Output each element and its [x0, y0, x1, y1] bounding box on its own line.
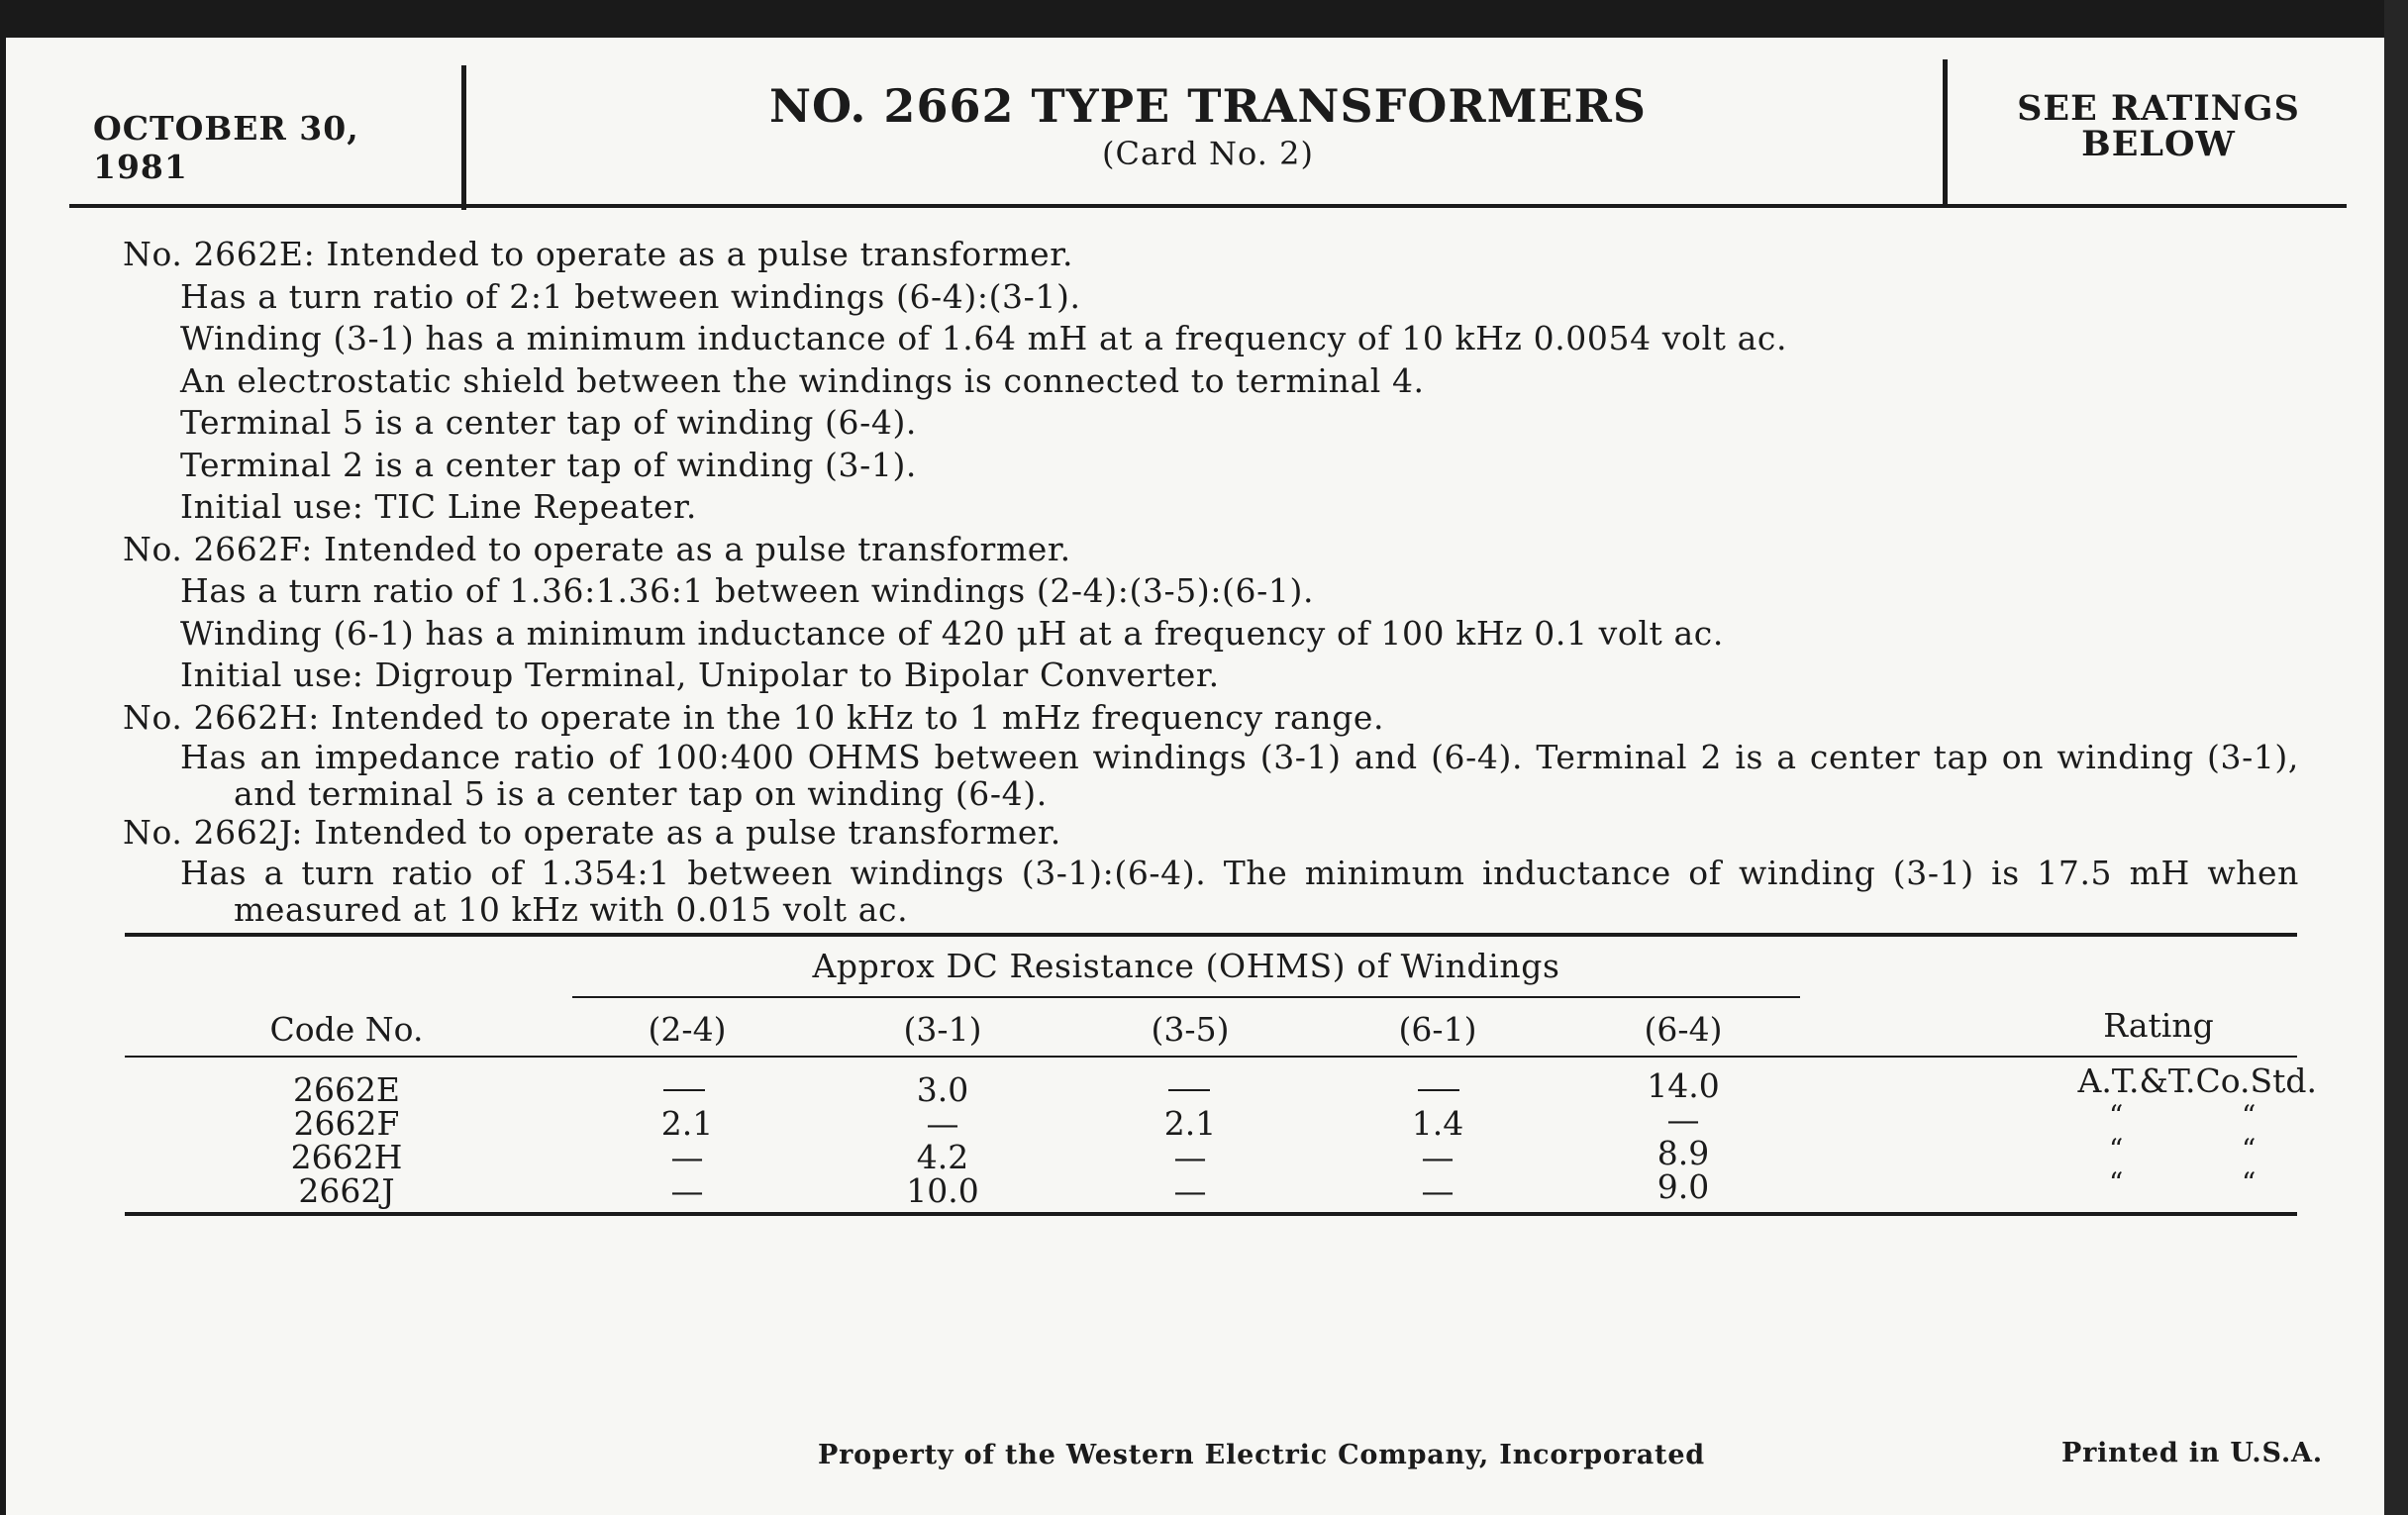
column-6-4: [1564, 1066, 1802, 1206]
spec-line: Initial use: Digroup Terminal, Unipolar to Bipolar Converter.: [180, 656, 1220, 694]
table-cell: 3.0: [916, 1070, 969, 1109]
ditto-mark: “: [2242, 1166, 2257, 1199]
table-cell: —: [670, 1138, 704, 1176]
winding-header: (6-4): [1644, 1010, 1723, 1049]
table-cell: 4.2: [916, 1138, 969, 1176]
table-cell: 2662E: [292, 1070, 401, 1109]
specification-text: [123, 234, 2301, 928]
spec-line: Terminal 5 is a center tap of winding (6-4).: [180, 403, 918, 442]
ditto-mark: “: [2109, 1099, 2124, 1132]
column-2-4: [568, 1073, 806, 1208]
spec-line-continued: and terminal 5 is a center tap on winding (6-4).: [234, 774, 1048, 813]
table-cell: 8.9: [1656, 1134, 1710, 1172]
rating-column: [1990, 1060, 2317, 1204]
column-3-1: [824, 1070, 1061, 1210]
see-ratings-line1: SEE RATINGS: [2017, 88, 2300, 129]
spec-line: Winding (3-1) has a minimum inductance of 1.64 mH at a frequency of 10 kHz 0.0054 volt ac.: [180, 319, 1788, 357]
printed-notice: Printed in U.S.A.: [2061, 1438, 2323, 1468]
ditto-row: [1990, 1099, 2317, 1137]
dash-mark: [1418, 1089, 1459, 1091]
ditto-row: [1990, 1166, 2317, 1204]
spec-line-continued: measured at 10 kHz with 0.015 volt ac.: [234, 889, 909, 929]
table-cell: —: [1173, 1171, 1207, 1210]
table-cell: 2662H: [290, 1138, 403, 1176]
table-cell: 9.0: [1656, 1167, 1710, 1206]
see-ratings-line2: BELOW: [2081, 124, 2236, 164]
scan-edge: [2384, 0, 2408, 1515]
spec-2662e-intro: No. 2662E: Intended to operate as a pulse transformer.: [123, 235, 1074, 273]
table-cell: 2.1: [660, 1104, 714, 1143]
table-cell: —: [1173, 1138, 1207, 1176]
header-rule: [69, 204, 2347, 208]
spec-line: Initial use: TIC Line Repeater.: [180, 487, 697, 526]
winding-header: (6-1): [1398, 1010, 1477, 1049]
dash-mark: [1168, 1089, 1210, 1091]
table-group-header: Approx DC Resistance (OHMS) of Windings: [812, 947, 1560, 985]
column-3-5: [1071, 1073, 1309, 1208]
rating-standard: A.T.&T.Co.Std.: [2077, 1061, 2317, 1100]
issue-date: OCTOBER 30, 1981: [93, 109, 359, 186]
rating-header: Rating: [2103, 1006, 2214, 1045]
card-title: NO. 2662 TYPE TRANSFORMERS: [768, 79, 1648, 133]
table-group-rule: [572, 996, 1800, 998]
spec-line: Has a turn ratio of 1.354:1 between windings (3-1):(6-4). The minimum inductance of winding (3-1) is 17.5 mH when: [180, 853, 2299, 892]
spec-line: Has an impedance ratio of 100:400 OHMS between windings (3-1) and (6-4). Terminal 2 is a center tap on winding (3-1),: [180, 738, 2299, 776]
table-header-rule: [125, 1056, 2297, 1058]
table-cell: 2662F: [293, 1104, 400, 1143]
table-cell: 2662J: [298, 1171, 395, 1210]
header-divider-right: [1943, 59, 1948, 204]
code-column: [198, 1070, 495, 1210]
winding-header: (3-5): [1151, 1010, 1230, 1049]
ditto-mark: “: [2109, 1133, 2124, 1165]
ditto-mark: “: [2109, 1166, 2124, 1199]
spec-2662j-intro: No. 2662J: Intended to operate as a pulse transformer.: [123, 813, 1061, 852]
spec-2662f-intro: No. 2662F: Intended to operate as a pulse transformer.: [123, 529, 1071, 568]
ditto-mark: “: [2242, 1133, 2257, 1165]
property-notice: Property of the Western Electric Company, Incorporated: [818, 1440, 1705, 1470]
winding-header: (3-1): [903, 1010, 982, 1049]
winding-header: (2-4): [648, 1010, 727, 1049]
table-bottom-rule: [125, 1212, 2297, 1216]
spec-line: Has a turn ratio of 1.36:1.36:1 between windings (2-4):(3-5):(6-1).: [180, 571, 1315, 610]
column-6-1: [1319, 1073, 1556, 1208]
table-top-rule: [125, 933, 2297, 937]
see-ratings-note: [1960, 88, 2357, 164]
table-cell: —: [1666, 1100, 1700, 1139]
code-header: Code No.: [269, 1010, 424, 1049]
spec-line: Winding (6-1) has a minimum inductance of 420 μH at a frequency of 100 kHz 0.1 volt ac.: [180, 613, 1724, 653]
dash-mark: [663, 1089, 705, 1091]
spec-line: Has a turn ratio of 2:1 between windings (6-4):(3-1).: [180, 276, 1081, 316]
table-cell: —: [1421, 1171, 1455, 1210]
table-cell: 2.1: [1163, 1104, 1217, 1143]
table-cell: —: [926, 1104, 959, 1143]
spec-line: Terminal 2 is a center tap of winding (3-1).: [180, 445, 918, 484]
spec-line: An electrostatic shield between the windings is connected to terminal 4.: [180, 360, 1425, 400]
table-cell: 1.4: [1411, 1104, 1464, 1143]
table-cell: 14.0: [1647, 1066, 1720, 1105]
table-cell: —: [670, 1171, 704, 1210]
table-cell: 10.0: [906, 1171, 979, 1210]
table-cell: —: [1421, 1138, 1455, 1176]
card-subtitle: (Card No. 2): [1102, 135, 1314, 172]
spec-2662h-intro: No. 2662H: Intended to operate in the 10 kHz to 1 mHz frequency range.: [123, 697, 1385, 737]
ditto-mark: “: [2242, 1099, 2257, 1132]
ditto-row: [1990, 1133, 2317, 1170]
card-title-block: [465, 79, 1951, 172]
